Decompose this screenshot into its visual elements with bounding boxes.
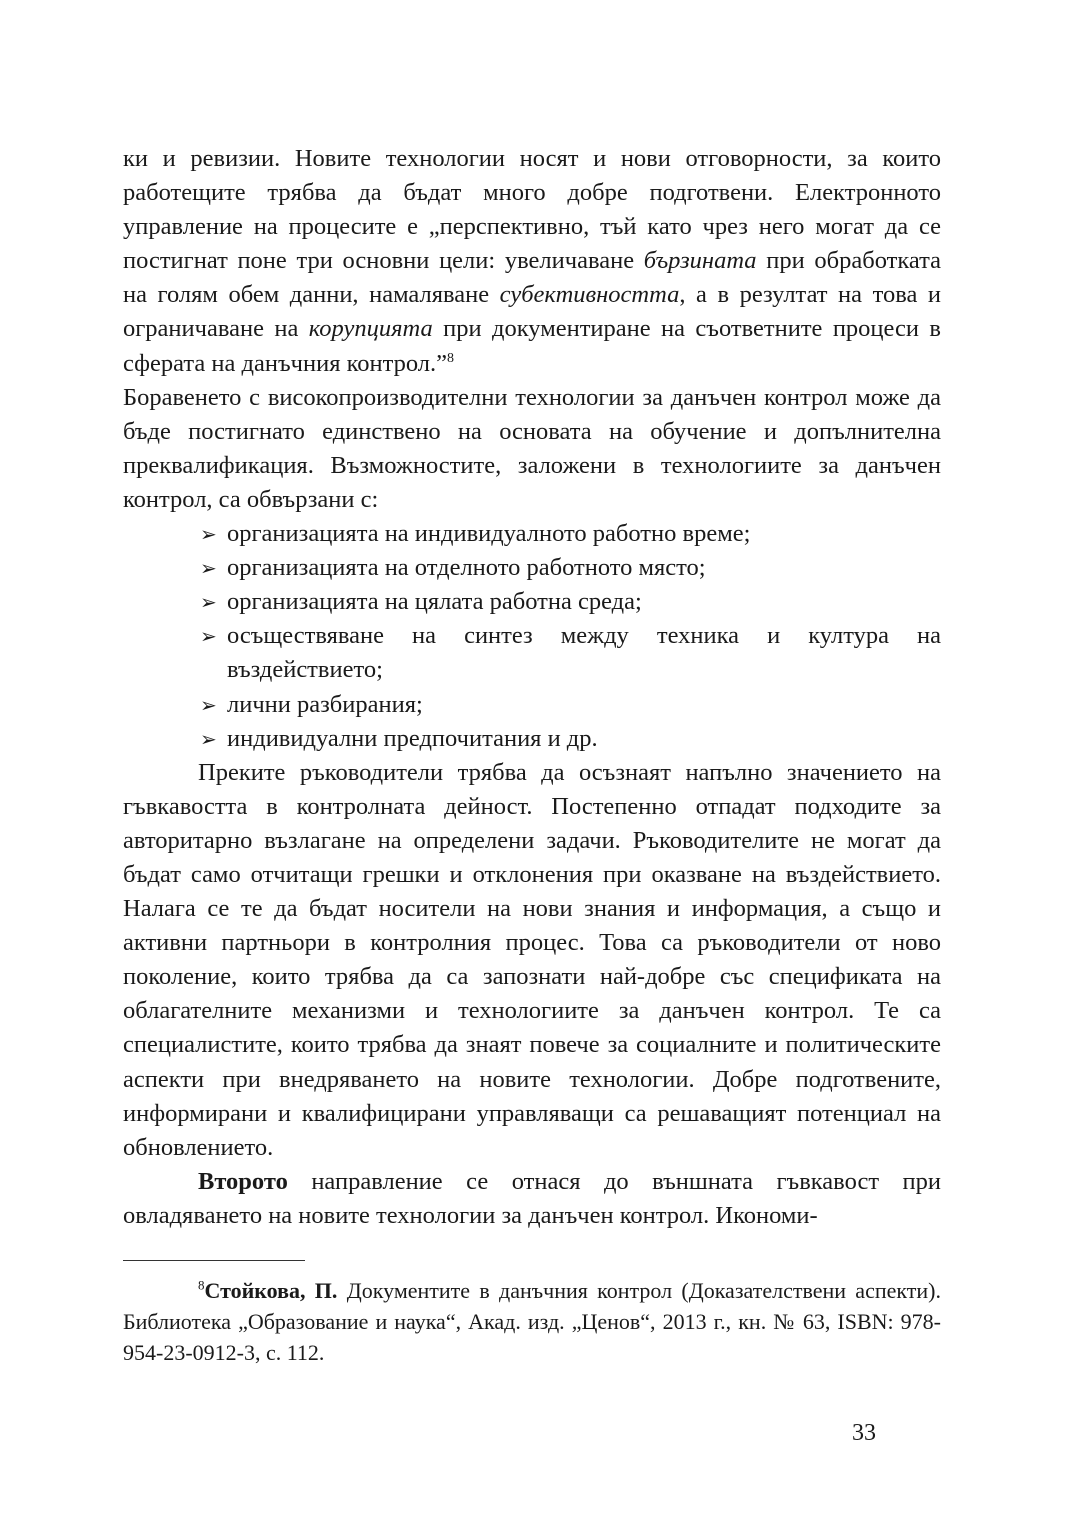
arrow-bullet-icon: ➢	[200, 556, 217, 581]
paragraph-3: Преките ръководители трябва да осъзнаят напълно значението на гъвкавостта в контролната дейност. Постепенно отпадат подходите за авторитарно възлагане на определени задачи. Ръководителите не могат да бъдат само отчитащи грешки и отклонения при оказване на въздействието. Налага се те да бъдат носители на нови знания и информация, а също и активни партньори в контролния процес. Това са ръководители от ново поколение, които трябва да са запознати най-добре със спецификата на облагателните механизми и технологиите за данъчен контрол. Те са специалистите, които трябва да знаят повече за социалните и политическите аспекти при внедряването на новите технологии. Добре подготвените, информирани и квалифицирани управляващи са решаващият потенциал на обновлението.	[123, 758, 941, 1161]
bold-term: Второто	[198, 1167, 288, 1195]
paragraph-4	[123, 1165, 941, 1233]
arrow-bullet-icon: ➢	[200, 726, 217, 751]
footnote-author: Стойкова, П.	[204, 1278, 338, 1303]
arrow-bullet-icon: ➢	[200, 522, 217, 547]
list-item-text: организацията на индивидуалното работно време;	[227, 520, 751, 548]
paragraph-1-text-d: при документиране на съответните процеси в сферата на данъчния контрол.”	[123, 315, 941, 377]
paragraph-4-text: направление се отнася до външната гъвкавост при овладяването на новите технологии за данъчен контрол. Икономи-	[123, 1167, 941, 1229]
list-item	[200, 517, 941, 551]
paragraph-1	[123, 142, 941, 381]
paragraph-1-text-b: при обработката на голям обем данни, намаляване	[123, 247, 941, 309]
paragraph-1-text-a: ки и ревизии. Новите технологии носят и нови отговорности, за които работещите трябва да бъдат много добре подготвени. Електронното управление на процесите е „перспективно, тъй като чрез него могат да се постигнат поне три основни цели: увеличаване	[123, 145, 941, 275]
list-item	[200, 585, 941, 619]
arrow-bullet-icon: ➢	[200, 692, 217, 717]
arrow-bullet-icon: ➢	[200, 624, 217, 649]
paragraph-2: Боравенето с високопроизводителни технологии за данъчен контрол може да бъде постигнато единствено на основата на обучение и допълнителна преквалификация. Възможностите, заложени в технологиите за данъчен контрол, са обвързани с:	[123, 383, 941, 513]
list-item-text: осъществяване на синтез между техника и култура на въздействието;	[227, 622, 941, 684]
footnote-citation: Документите в данъчния контрол (Доказателствени аспекти). Библиотека „Образование и наука“, Акад. изд. „Ценов“, 2013 г., кн. № 63, ISBN: 978-954-23-0912-3, с. 112.	[123, 1278, 941, 1365]
list-item-text: организацията на отделното работното място;	[227, 554, 706, 582]
arrow-bullet-icon: ➢	[200, 590, 217, 615]
list-item	[200, 619, 941, 687]
footnote-reference: 8	[447, 350, 455, 366]
footnote-divider	[123, 1260, 305, 1261]
emphasis-subjectivity: субективността	[499, 281, 680, 309]
list-item-text: организацията на цялата работна среда;	[227, 588, 642, 616]
list-item-text: индивидуални предпочитания и др.	[227, 724, 598, 752]
list-item	[200, 722, 941, 756]
bullet-list	[123, 517, 941, 756]
footnote-number: 8	[198, 1277, 205, 1293]
list-item-text: лични разбирания;	[227, 690, 423, 718]
page-number: 33	[852, 1420, 876, 1446]
footnote-text	[123, 1275, 941, 1368]
footnote	[123, 1275, 941, 1368]
emphasis-corruption: корупцията	[308, 315, 433, 343]
emphasis-speed: бързината	[643, 247, 757, 275]
list-item	[200, 688, 941, 722]
paragraph-1-text-c: , а в резултат на това и ограничаване на	[123, 281, 941, 343]
list-item	[200, 551, 941, 585]
main-text	[123, 142, 941, 1233]
